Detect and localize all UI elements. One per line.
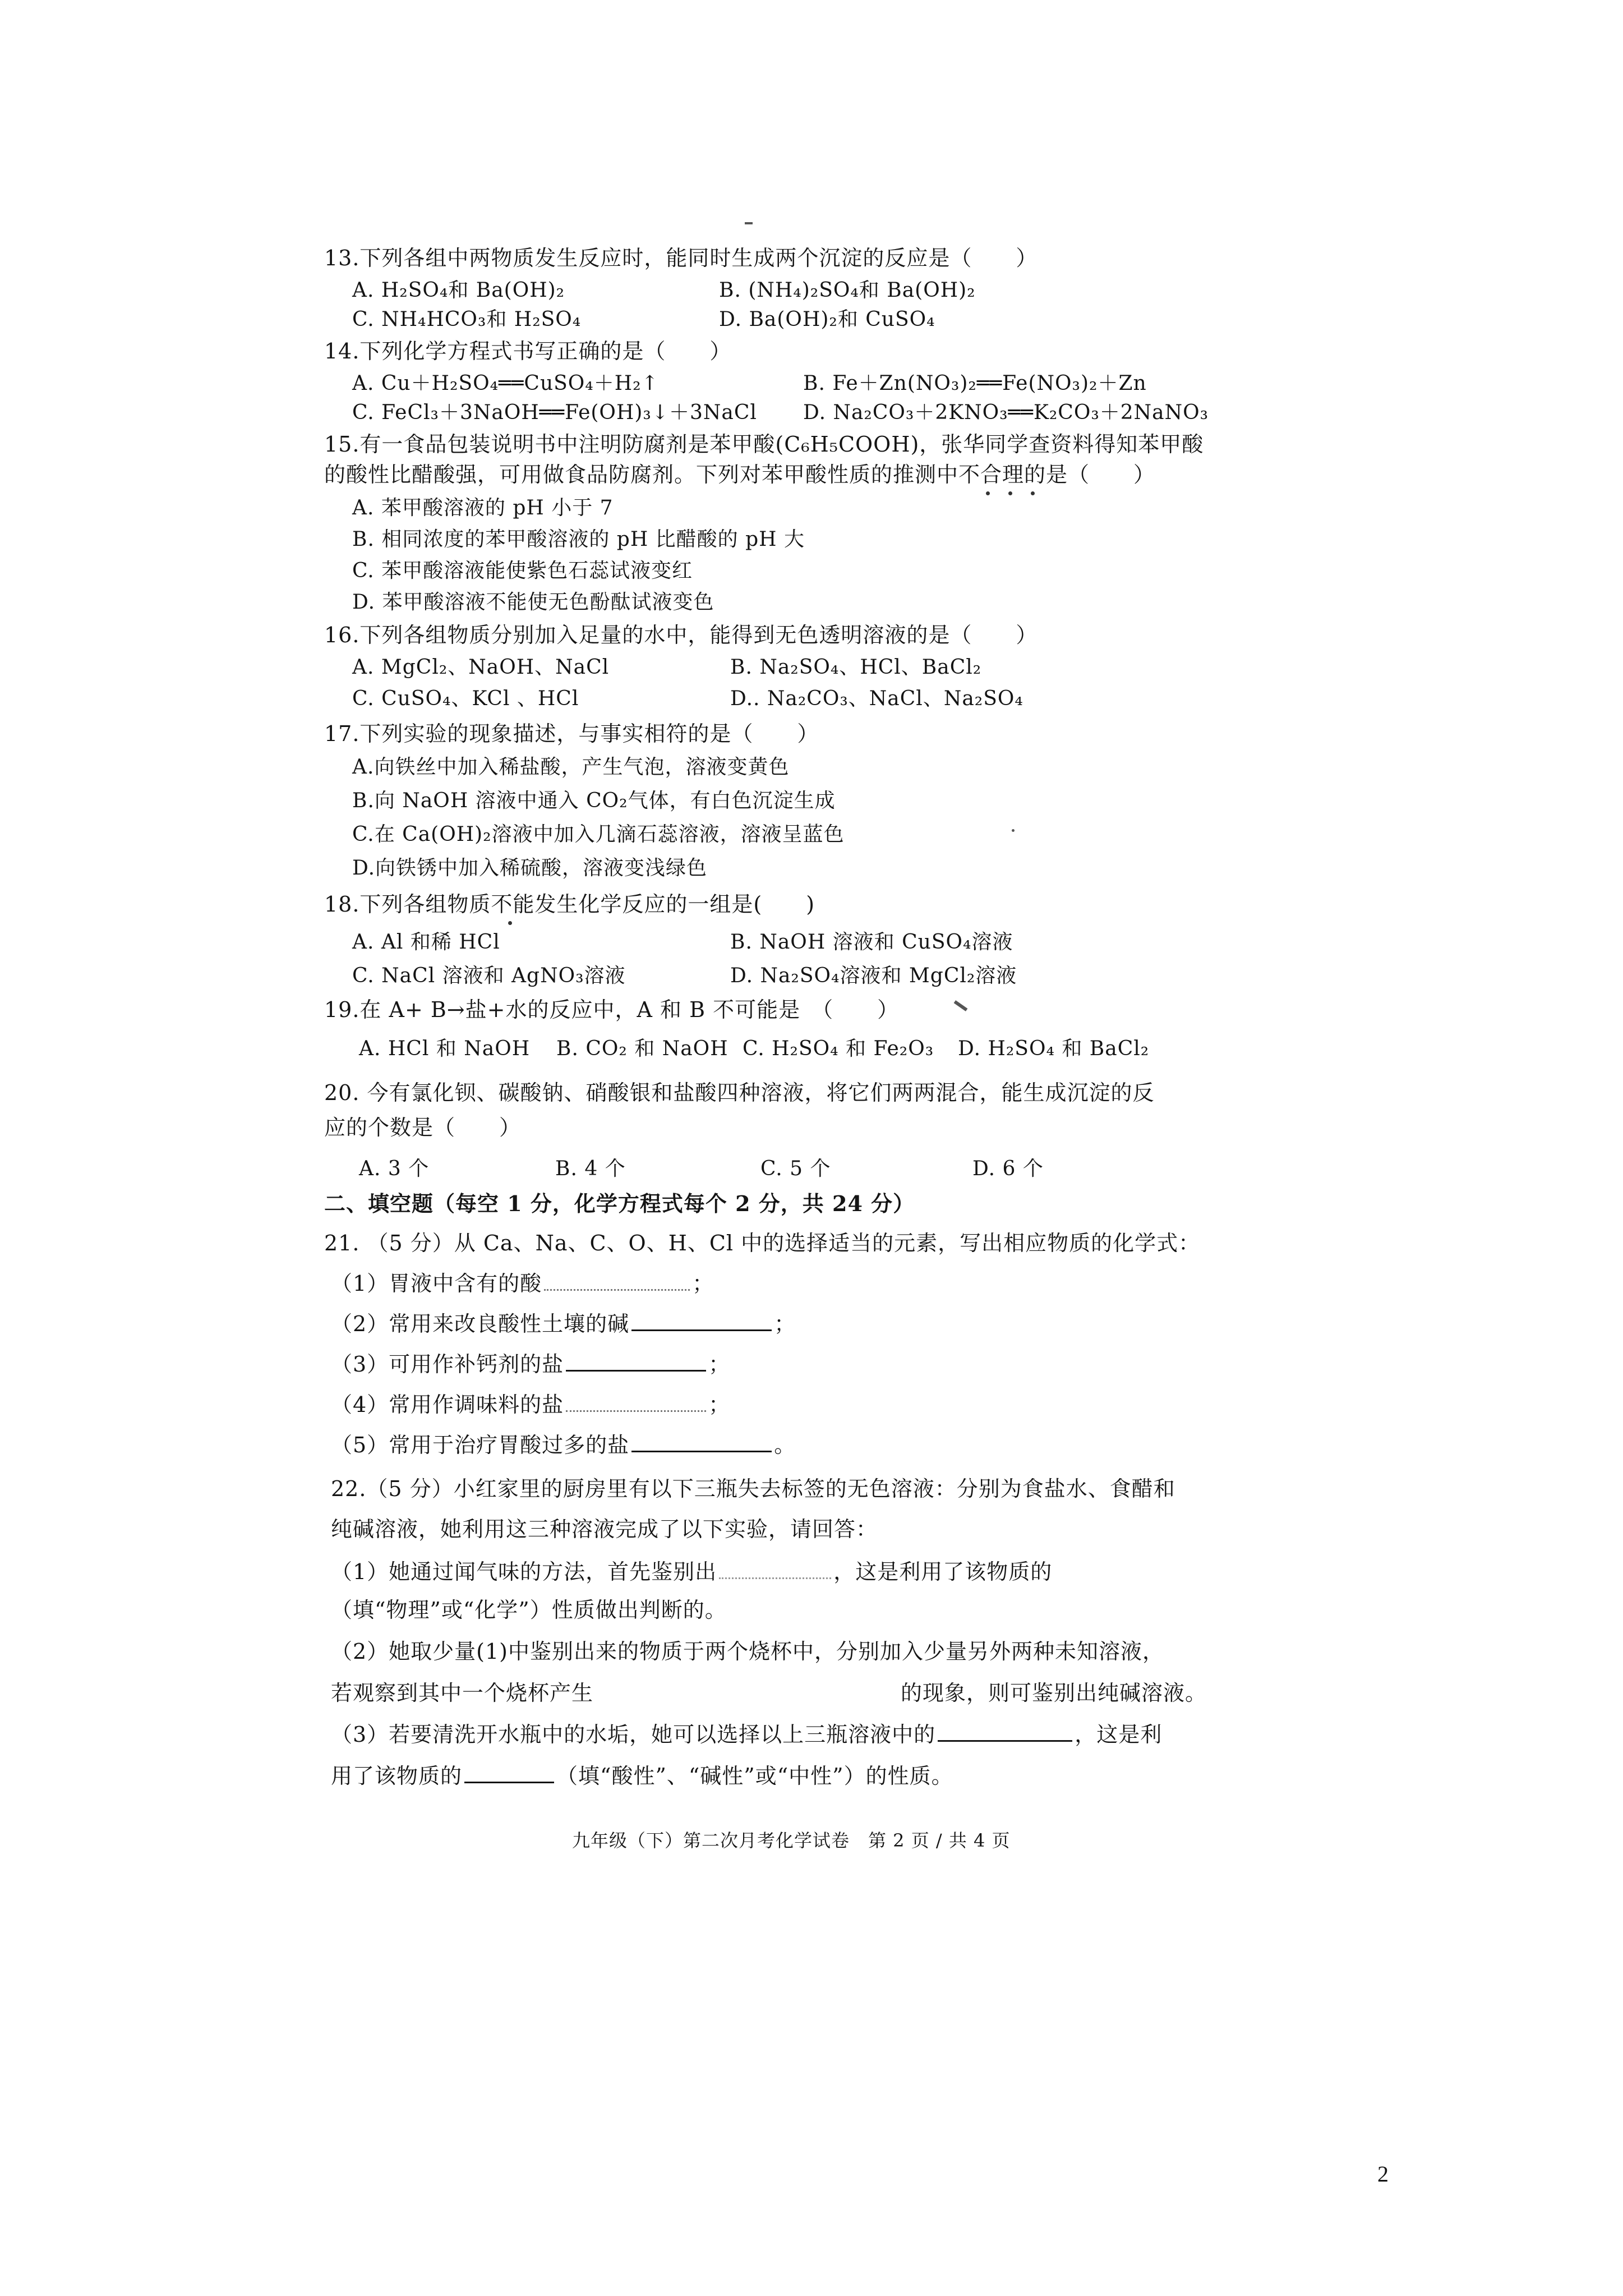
question-16-option-c: C. CuSO₄、KCl 、HCl xyxy=(352,687,579,710)
question-13-option-b: B. (NH₄)₂SO₄和 Ba(OH)₂ xyxy=(719,279,976,302)
question-22-part-2-cont xyxy=(331,1678,1207,1706)
question-19-option-d: D. H₂SO₄ 和 BaCl₂ xyxy=(958,1037,1150,1060)
question-18-option-d: D. Na₂SO₄溶液和 MgCl₂溶液 xyxy=(730,964,1017,987)
question-21-item-3: （3）可用作补钙剂的盐 ； xyxy=(331,1350,730,1378)
question-20-option-b: B. 4 个 xyxy=(555,1157,626,1180)
question-22-part-3-text-c: 用了该物质的 xyxy=(331,1764,463,1788)
question-21-item-5: （5）常用于治疗胃酸过多的盐 。 xyxy=(331,1430,796,1458)
question-15-stem-line1: 15.有一食品包装说明书中注明防腐剂是苯甲酸(C₆H₅COOH)，张华同学查资料得知苯甲酸 xyxy=(324,432,1204,457)
question-20-option-d: D. 6 个 xyxy=(972,1157,1044,1180)
question-22-stem-line2: 纯碱溶液，她利用这三种溶液完成了以下实验，请回答： xyxy=(331,1517,878,1542)
scan-speck xyxy=(954,1000,968,1011)
question-18-option-c: C. NaCl 溶液和 AgNO₃溶液 xyxy=(352,964,626,987)
question-15-stem-line2: 的酸性比醋酸强，可用做食品防腐剂。下列对苯甲酸性质的推测中不合理的是（ ） xyxy=(324,462,1156,487)
question-19-option-a: A. HCl 和 NaOH xyxy=(359,1037,531,1060)
question-14-option-d: D. Na₂CO₃＋2KNO₃══K₂CO₃＋2NaNO₃ xyxy=(803,401,1209,424)
answer-blank[interactable] xyxy=(631,1309,772,1331)
question-22-part-3-cont xyxy=(331,1761,953,1789)
answer-blank[interactable] xyxy=(566,1350,706,1372)
question-15-option-d: D. 苯甲酸溶液不能使无色酚酞试液变色 xyxy=(352,591,714,614)
question-21-stem: 21. （5 分）从 Ca、Na、C、O、H、Cl 中的选择适当的元素，写出相应物质的化学式： xyxy=(324,1231,1201,1255)
question-13-stem: 13.下列各组中两物质发生反应时，能同时生成两个沉淀的反应是（ ） xyxy=(324,246,1038,270)
question-20-stem-line2: 应的个数是（ ） xyxy=(324,1115,522,1140)
emphasis-dot xyxy=(986,491,990,495)
question-16-option-d: D.. Na₂CO₃、NaCl、Na₂SO₄ xyxy=(730,687,1023,710)
question-22-part-3-text-d: （填“酸性”、“碱性”或“中性”）的性质。 xyxy=(556,1764,953,1788)
question-17-option-d: D.向铁锈中加入稀硫酸，溶液变浅绿色 xyxy=(352,857,708,880)
question-17-stem: 17.下列实验的现象描述，与事实相符的是（ ） xyxy=(324,721,819,746)
scan-speck xyxy=(1012,829,1015,832)
question-22-part-3 xyxy=(331,1720,1162,1748)
question-17-option-b: B.向 NaOH 溶液中通入 CO₂气体，有白色沉淀生成 xyxy=(352,789,836,812)
answer-blank[interactable] xyxy=(566,1390,706,1412)
question-21-item-1: （1）胃液中含有的酸 ； xyxy=(331,1269,714,1297)
question-22-stem-line1: 22.（5 分）小红家里的厨房里有以下三瓶失去标签的无色溶液：分别为食盐水、食醋和 xyxy=(331,1476,1175,1501)
question-20-option-a: A. 3 个 xyxy=(359,1157,430,1180)
scan-speck xyxy=(745,222,753,224)
section-2-title: 二、填空题（每空 1 分，化学方程式每个 2 分，共 24 分） xyxy=(324,1191,915,1216)
question-22-part-1-text-b: ，这是利用了该物质的 xyxy=(833,1559,1053,1584)
page-footer: 九年级（下）第二次月考化学试卷 第 2 页 / 共 4 页 xyxy=(572,1830,1011,1851)
question-21-item-4: （4）常用作调味料的盐 ； xyxy=(331,1390,730,1418)
question-15-option-a: A. 苯甲酸溶液的 pH 小于 7 xyxy=(352,496,614,519)
question-21-item-3-text: （3）可用作补钙剂的盐 xyxy=(331,1352,564,1377)
question-18-option-a: A. Al 和稀 HCl xyxy=(352,931,500,954)
question-21-item-1-text: （1）胃液中含有的酸 xyxy=(331,1271,542,1296)
question-13-option-d: D. Ba(OH)₂和 CuSO₄ xyxy=(719,308,935,331)
question-18-stem: 18.下列各组物质不能发生化学反应的一组是( ) xyxy=(324,892,815,917)
answer-blank[interactable] xyxy=(596,1678,898,1700)
question-19-stem: 19.在 A+ B→盐+水的反应中，A 和 B 不可能是 （ ） xyxy=(324,997,900,1022)
question-19-option-c: C. H₂SO₄ 和 Fe₂O₃ xyxy=(743,1037,934,1060)
emphasis-dot xyxy=(508,921,512,925)
answer-blank[interactable] xyxy=(631,1430,772,1452)
question-17-option-c: C.在 Ca(OH)₂溶液中加入几滴石蕊溶液，溶液呈蓝色 xyxy=(352,823,845,846)
question-14-option-a: A. Cu＋H₂SO₄══CuSO₄＋H₂↑ xyxy=(352,372,659,395)
question-22-part-3-text-b: ，这是利 xyxy=(1075,1722,1163,1747)
question-22-part-3-text-a: （3）若要清洗开水瓶中的水垢，她可以选择以上三瓶溶液中的 xyxy=(331,1722,936,1747)
question-20-option-c: C. 5 个 xyxy=(760,1157,831,1180)
question-20-stem-line1: 20. 今有氯化钡、碳酸钠、硝酸银和盐酸四种溶液，将它们两两混合，能生成沉淀的反 xyxy=(324,1080,1155,1105)
question-22-part-1 xyxy=(331,1557,1052,1585)
question-22-part-2: （2）她取少量(1)中鉴别出来的物质于两个烧杯中，分别加入少量另外两种未知溶液， xyxy=(331,1639,1165,1664)
question-22-part-2-text-b: 若观察到其中一个烧杯产生 xyxy=(331,1681,594,1705)
question-21-item-4-text: （4）常用作调味料的盐 xyxy=(331,1392,564,1417)
question-21-item-5-text: （5）常用于治疗胃酸过多的盐 xyxy=(331,1433,630,1457)
question-21-item-2: （2）常用来改良酸性土壤的碱 ； xyxy=(331,1309,796,1337)
question-22-part-1-text-a: （1）她通过闻气味的方法，首先鉴别出 xyxy=(331,1559,717,1584)
emphasis-dot xyxy=(1031,491,1035,495)
question-14-stem: 14.下列化学方程式书写正确的是（ ） xyxy=(324,339,732,364)
question-13-option-a: A. H₂SO₄和 Ba(OH)₂ xyxy=(352,279,565,302)
question-16-stem: 16.下列各组物质分别加入足量的水中，能得到无色透明溶液的是（ ） xyxy=(324,623,1038,647)
question-22-part-2-text-c: 的现象，则可鉴别出纯碱溶液。 xyxy=(901,1681,1207,1705)
emphasis-dot xyxy=(1008,491,1012,495)
question-14-option-b: B. Fe＋Zn(NO₃)₂══Fe(NO₃)₂＋Zn xyxy=(803,372,1147,395)
answer-blank[interactable] xyxy=(464,1761,554,1783)
question-14-option-c: C. FeCl₃＋3NaOH══Fe(OH)₃↓＋3NaCl xyxy=(352,401,757,424)
question-15-option-b: B. 相同浓度的苯甲酸溶液的 pH 比醋酸的 pH 大 xyxy=(352,528,805,551)
question-21-item-2-text: （2）常用来改良酸性土壤的碱 xyxy=(331,1312,630,1336)
answer-blank[interactable] xyxy=(719,1557,831,1579)
question-15-option-c: C. 苯甲酸溶液能使紫色石蕊试液变红 xyxy=(352,559,693,582)
question-16-option-a: A. MgCl₂、NaOH、NaCl xyxy=(352,656,610,679)
answer-blank[interactable] xyxy=(544,1269,690,1291)
page-number: 2 xyxy=(1377,2161,1389,2187)
question-17-option-a: A.向铁丝中加入稀盐酸，产生气泡，溶液变黄色 xyxy=(352,756,790,779)
question-18-option-b: B. NaOH 溶液和 CuSO₄溶液 xyxy=(730,931,1013,954)
question-16-option-b: B. Na₂SO₄、HCl、BaCl₂ xyxy=(730,656,982,679)
question-19-option-b: B. CO₂ 和 NaOH xyxy=(556,1037,728,1060)
question-22-part-1-cont: （填“物理”或“化学”）性质做出判断的。 xyxy=(331,1598,727,1622)
question-13-option-c: C. NH₄HCO₃和 H₂SO₄ xyxy=(352,308,582,331)
answer-blank[interactable] xyxy=(938,1720,1072,1742)
